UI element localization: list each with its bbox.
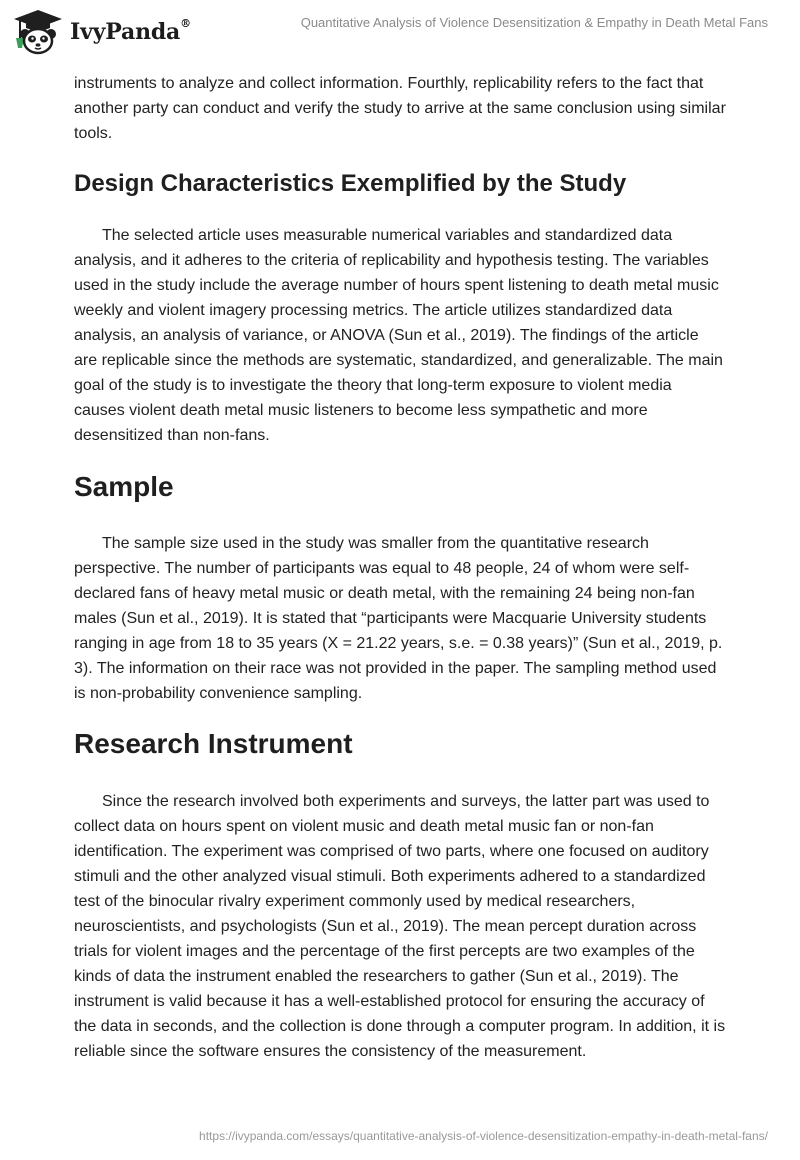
source-url[interactable]: https://ivypanda.com/essays/quantitative-analysis-of-violence-desensitization-empathy-in-death-metal-fans/ [199, 1129, 768, 1143]
section-paragraph-design: The selected article uses measurable numerical variables and standardized data analysis, and it adheres to the criteria of replicability and hypothesis testing. The variables used in the study include the average number of hours spent listening to death metal music weekly and violent imagery processing metrics. The article utilizes standardized data analysis, an analysis of variance, or ANOVA (Sun et al., 2019). The findings of the article are replicable since the methods are systematic, standardized, and generalizable. The main goal of the study is to investigate the theory that long-term exposure to violent media causes violent death metal music listeners to become less sympathetic and more desensitized than non-fans. [74, 227, 723, 444]
registered-mark: ® [180, 17, 191, 30]
logo[interactable] [12, 8, 191, 56]
document-title: Quantitative Analysis of Violence Desensitization & Empathy in Death Metal Fans [300, 15, 768, 30]
page-header [0, 0, 800, 70]
section-heading-sample: Sample [74, 471, 174, 502]
panda-graduate-icon [12, 8, 64, 56]
section-paragraph-instrument: Since the research involved both experiments and surveys, the latter part was used to collect data on hours spent on violent music and death metal music fan or non-fan identification. The experiment was comprised of two parts, where one focused on auditory stimuli and the other analyzed visual stimuli. Both experiments adhered to a standardized test of the binocular rivalry experiment commonly used by medical researchers, neuroscientists, and psychologists (Sun et al., 2019). The mean percept duration across trials for violent images and the percentage of the first percepts are two examples of the kinds of data the instrument enabled the researchers to gather (Sun et al., 2019). The instrument is valid because it has a well-established protocol for ensuring the accuracy of the data in seconds, and the collection is done through a computer program. In addition, it is reliable since the software ensures the consistency of the measurement. [74, 793, 726, 1060]
section-paragraph-sample: The sample size used in the study was smaller from the quantitative research perspective. The number of participants was equal to 48 people, 24 of whom were self-declared fans of heavy metal music or death metal, with the remaining 24 being non-fan males (Sun et al., 2019). It is stated that “participants were Macquarie University students ranging in age from 18 to 35 years (X = 21.22 years, s.e. = 0.38 years)” (Sun et al., 2019, p. 3). The information on their race was not provided in the paper. The sampling method used is non-probability convenience sampling. [74, 535, 723, 702]
brand-name [70, 19, 191, 45]
intro-paragraph: instruments to analyze and collect information. Fourthly, replicability refers to the fact that another party can conduct and verify the study to arrive at the same conclusion using similar tools. [74, 75, 726, 142]
section-heading-design: Design Characteristics Exemplified by the Study [74, 170, 627, 197]
section-heading-instrument: Research Instrument [74, 728, 353, 759]
brand-text: IvyPanda [70, 19, 181, 45]
essay-content [74, 71, 726, 1064]
